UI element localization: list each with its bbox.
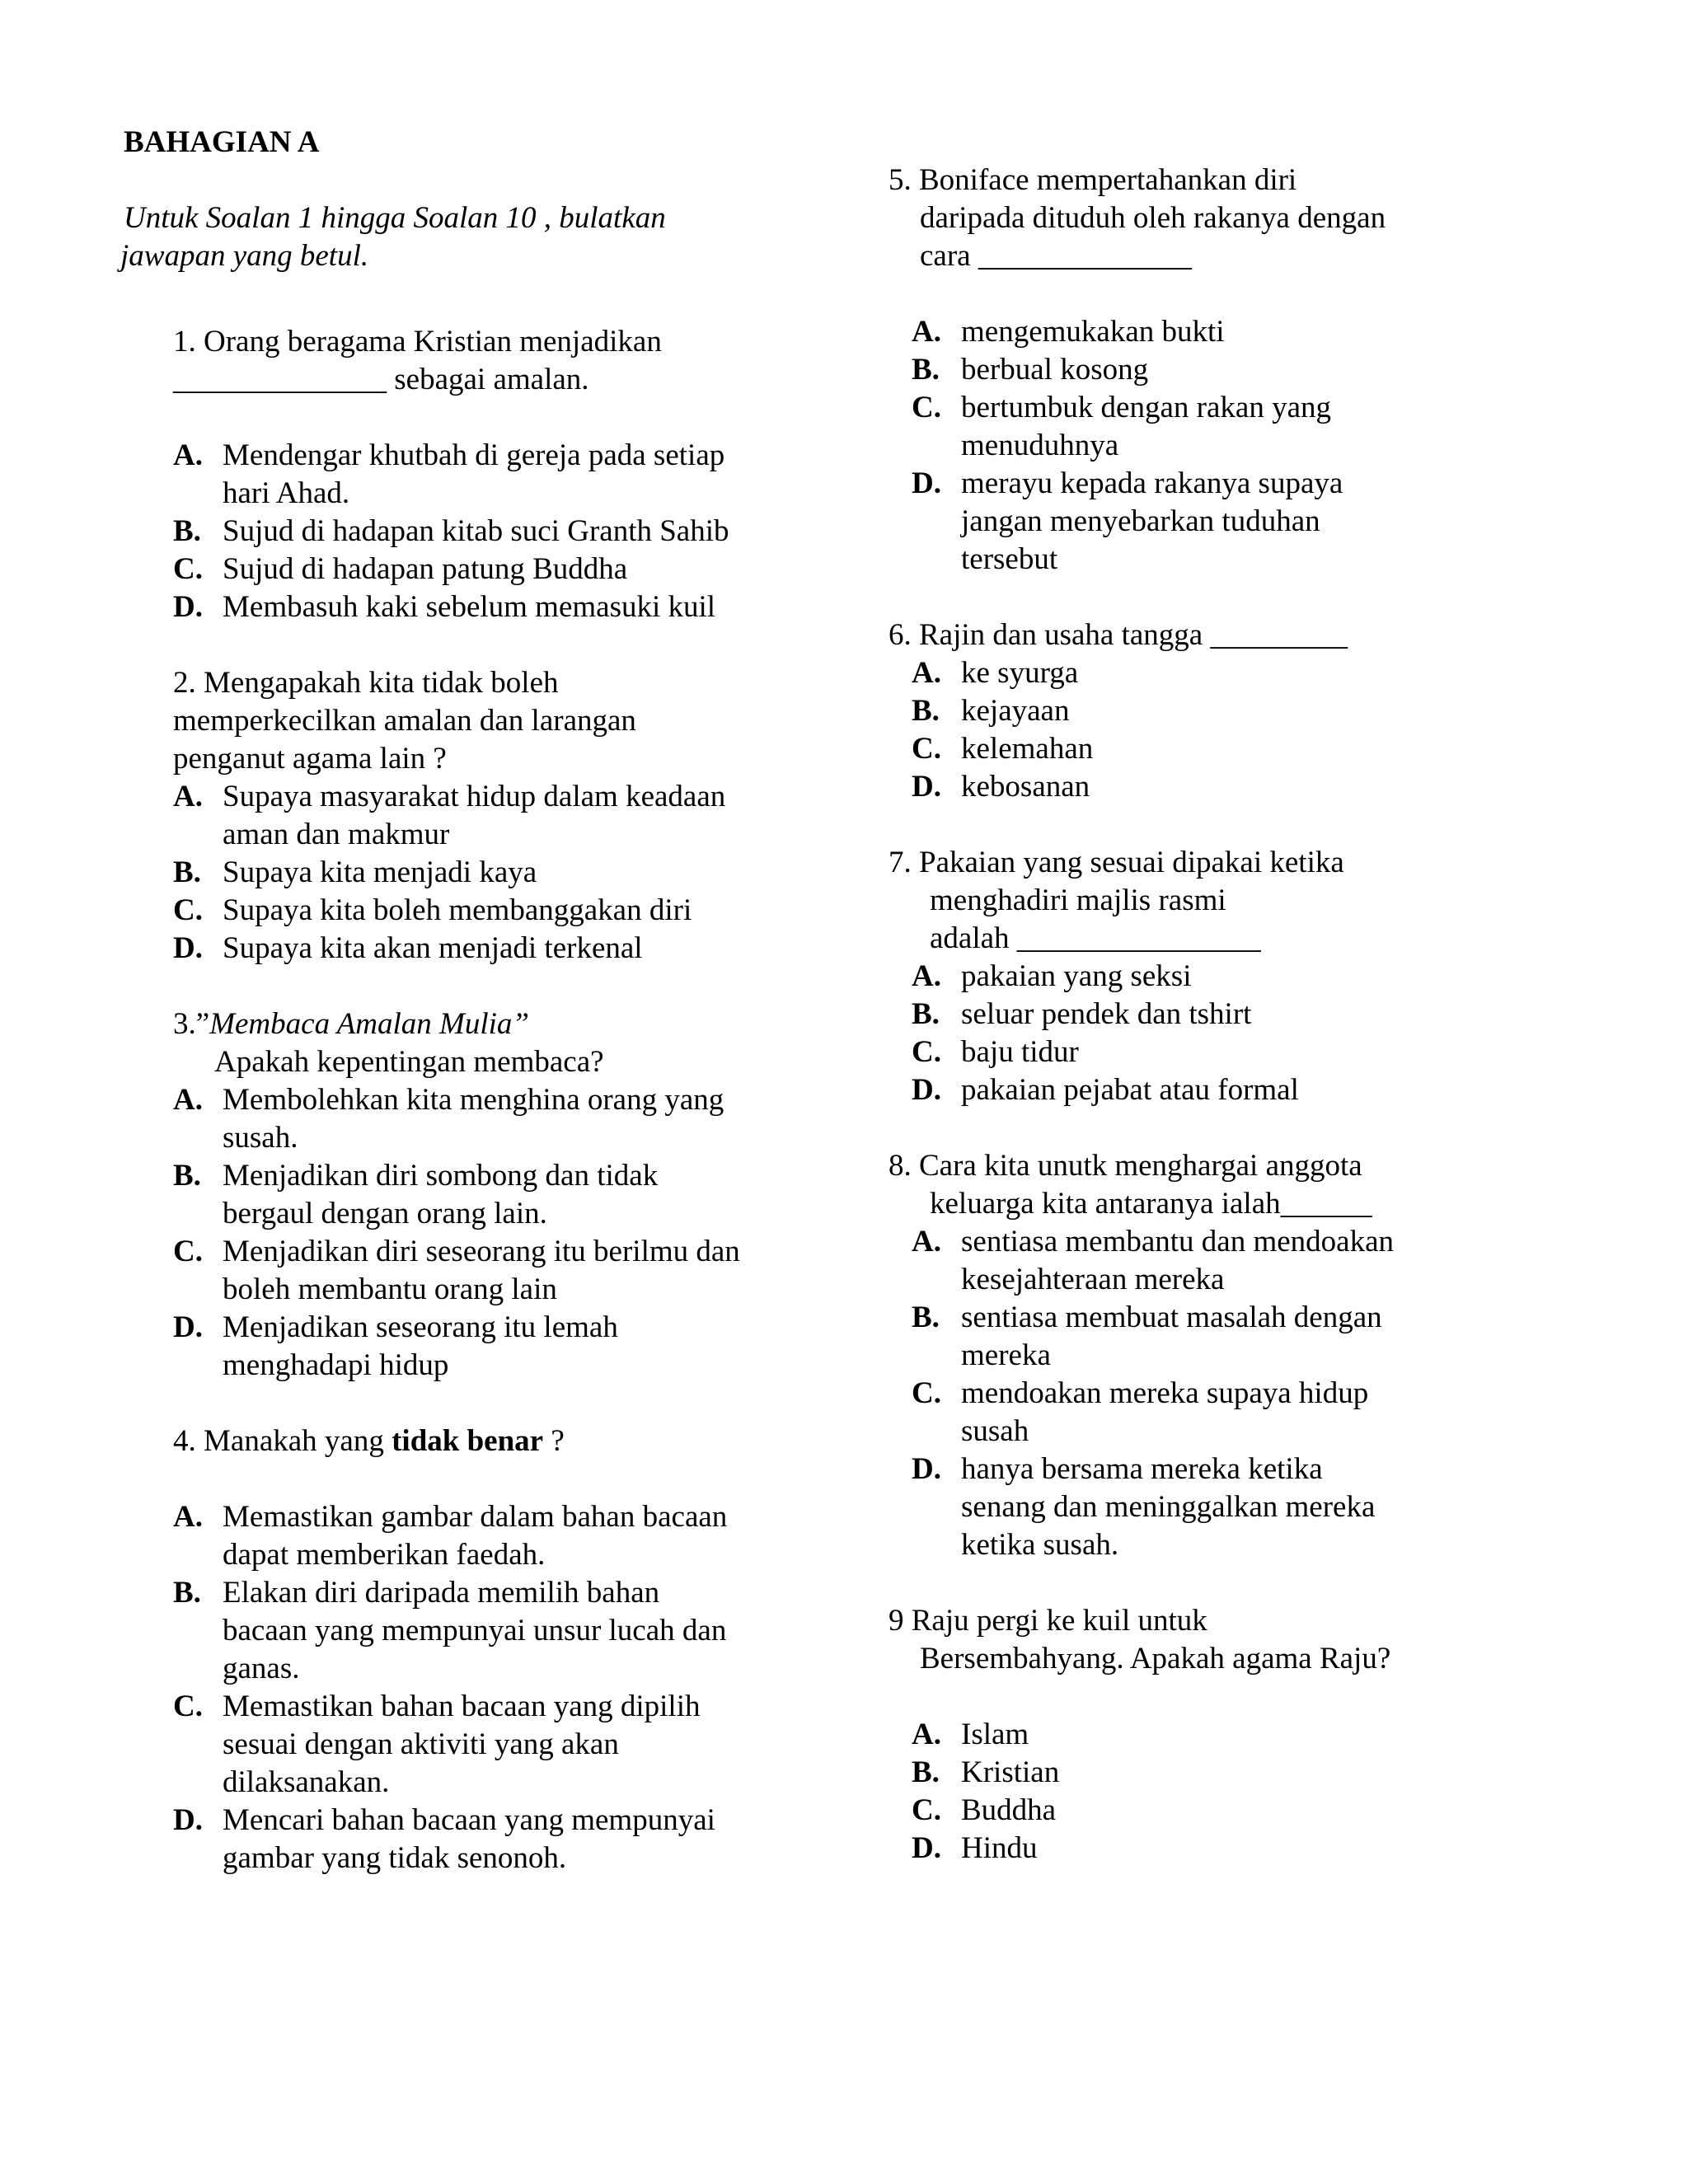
option-text: pakaian pejabat atau formal xyxy=(961,1073,1299,1107)
option-text: Membolehkan kita menghina orang yang xyxy=(223,1083,724,1117)
option-text: Mendengar khutbah di gereja pada setiap xyxy=(223,438,725,472)
question-2 xyxy=(173,664,816,968)
option-label: A. xyxy=(912,315,941,349)
option-label: A. xyxy=(912,1225,941,1258)
question-5-options xyxy=(889,313,1482,579)
question-8-line-2: keluarga kita antaranya ialah______ xyxy=(930,1187,1372,1221)
instruction-line-1: Untuk Soalan 1 hingga Soalan 10 , bulatkan xyxy=(124,201,666,235)
instruction-line-2: jawapan yang betul. xyxy=(120,239,369,273)
option-text: aman dan makmur xyxy=(223,818,450,851)
option-d[interactable] xyxy=(912,1830,1482,1868)
question-8-options xyxy=(889,1223,1482,1564)
option-d[interactable] xyxy=(173,930,816,968)
option-b[interactable] xyxy=(173,1574,816,1688)
option-d[interactable] xyxy=(912,1451,1482,1564)
option-text: Supaya kita menjadi kaya xyxy=(223,855,537,889)
option-text: Memastikan gambar dalam bahan bacaan xyxy=(223,1500,728,1534)
question-9-line-1: 9 Raju pergi ke kuil untuk xyxy=(889,1604,1207,1638)
option-text: bacaan yang mempunyai unsur lucah dan xyxy=(223,1614,727,1647)
option-text: Kristian xyxy=(961,1755,1060,1789)
option-label: A. xyxy=(173,780,203,813)
option-text: bergaul dengan orang lain. xyxy=(223,1197,547,1230)
question-1-options xyxy=(173,437,816,626)
option-label: C. xyxy=(912,1793,941,1827)
question-9-options xyxy=(889,1716,1482,1868)
option-text: bertumbuk dengan rakan yang xyxy=(961,391,1331,424)
question-8 xyxy=(889,1147,1482,1564)
option-c[interactable] xyxy=(173,1233,816,1309)
option-text: Menjadikan diri sombong dan tidak xyxy=(223,1159,659,1193)
question-4-emphasis: tidak benar xyxy=(392,1424,544,1458)
option-c[interactable] xyxy=(912,1033,1482,1071)
question-4-line-1 xyxy=(173,1422,816,1460)
option-text: gambar yang tidak senonoh. xyxy=(223,1841,567,1875)
option-c[interactable] xyxy=(912,1375,1482,1451)
option-text: Sujud di hadapan patung Buddha xyxy=(223,552,628,586)
option-text: Sujud di hadapan kitab suci Granth Sahib xyxy=(223,514,729,548)
option-c[interactable] xyxy=(173,551,816,588)
question-6 xyxy=(889,616,1482,806)
option-text: ketika susah. xyxy=(961,1528,1119,1562)
question-2-line-1: 2. Mengapakah kita tidak boleh xyxy=(173,666,559,700)
option-a[interactable] xyxy=(912,1223,1482,1299)
option-label: A. xyxy=(173,438,203,472)
option-label: D. xyxy=(173,931,203,965)
question-1 xyxy=(124,323,816,1877)
option-text: Buddha xyxy=(961,1793,1057,1827)
option-label: A. xyxy=(912,959,941,993)
option-text: Menjadikan seseorang itu lemah xyxy=(223,1310,618,1344)
option-text: Membasuh kaki sebelum memasuki kuil xyxy=(223,590,716,624)
option-label: D. xyxy=(912,1452,941,1486)
option-text: susah xyxy=(961,1414,1029,1448)
option-b[interactable] xyxy=(912,1299,1482,1375)
option-label: D. xyxy=(912,466,941,500)
option-label: B. xyxy=(173,855,201,889)
option-label: C. xyxy=(912,1035,941,1069)
option-text: baju tidur xyxy=(961,1035,1079,1069)
option-label: C. xyxy=(173,552,203,586)
option-label: B. xyxy=(912,694,940,728)
question-7-line-2: menghadiri majlis rasmi xyxy=(930,883,1226,917)
option-label: D. xyxy=(173,590,203,624)
option-text: dilaksanakan. xyxy=(223,1765,390,1799)
option-d[interactable] xyxy=(912,768,1482,806)
question-3-line-2: Apakah kepentingan membaca? xyxy=(214,1045,604,1079)
option-text: sesuai dengan aktiviti yang akan xyxy=(223,1727,619,1761)
option-b[interactable] xyxy=(173,854,816,892)
option-label: C. xyxy=(173,1690,203,1723)
question-7-line-1: 7. Pakaian yang sesuai dipakai ketika xyxy=(889,846,1344,879)
option-text: kejayaan xyxy=(961,694,1070,728)
option-label: A. xyxy=(173,1500,203,1534)
option-text: mereka xyxy=(961,1338,1051,1372)
question-5-line-3: cara ______________ xyxy=(920,239,1192,273)
option-d[interactable] xyxy=(912,1071,1482,1109)
option-a[interactable] xyxy=(173,778,816,854)
option-label: D. xyxy=(912,1831,941,1865)
option-label: C. xyxy=(173,893,203,927)
option-a[interactable] xyxy=(912,1716,1482,1754)
option-text: hari Ahad. xyxy=(223,476,350,510)
option-text: Menjadikan diri seseorang itu berilmu dan xyxy=(223,1235,740,1268)
option-label: B. xyxy=(173,514,201,548)
option-text: Supaya kita boleh membanggakan diri xyxy=(223,893,692,927)
question-2-line-2: memperkecilkan amalan dan larangan xyxy=(173,704,636,738)
question-9 xyxy=(889,1602,1482,1868)
option-text: sentiasa membuat masalah dengan xyxy=(961,1301,1382,1334)
option-a[interactable] xyxy=(912,958,1482,996)
option-text: Elakan diri daripada memilih bahan xyxy=(223,1576,660,1610)
option-d[interactable] xyxy=(173,1309,816,1385)
question-8-line-1: 8. Cara kita unutk menghargai anggota xyxy=(889,1149,1362,1183)
option-label: B. xyxy=(912,353,940,387)
option-label: B. xyxy=(912,1301,940,1334)
option-text: Supaya masyarakat hidup dalam keadaan xyxy=(223,780,726,813)
option-text: kebosanan xyxy=(961,770,1090,804)
option-b[interactable] xyxy=(173,513,816,551)
question-7-line-3: adalah ________________ xyxy=(930,921,1261,955)
option-text: hanya bersama mereka ketika xyxy=(961,1452,1323,1486)
question-9-line-2: Bersembahyang. Apakah agama Raju? xyxy=(920,1642,1391,1675)
option-c[interactable] xyxy=(173,892,816,930)
option-text: senang dan meninggalkan mereka xyxy=(961,1490,1376,1524)
option-label: B. xyxy=(173,1576,201,1610)
option-b[interactable] xyxy=(912,996,1482,1033)
option-text: ganas. xyxy=(223,1652,300,1685)
question-5-line-1: 5. Boniface mempertahankan diri xyxy=(889,163,1297,197)
left-column xyxy=(120,124,816,1877)
option-label: C. xyxy=(912,1376,941,1410)
question-6-options xyxy=(889,654,1482,806)
question-2-line-3: penganut agama lain ? xyxy=(173,742,447,776)
option-label: D. xyxy=(173,1310,203,1344)
option-d[interactable] xyxy=(173,588,816,626)
option-text: mendoakan mereka supaya hidup xyxy=(961,1376,1369,1410)
option-text: Memastikan bahan bacaan yang dipilih xyxy=(223,1690,701,1723)
option-text: tersebut xyxy=(961,542,1058,576)
option-label: C. xyxy=(173,1235,203,1268)
question-4-prefix: 4. Manakah yang xyxy=(173,1424,392,1458)
question-3-number: 3.” xyxy=(173,1007,210,1041)
option-c[interactable] xyxy=(912,1792,1482,1830)
option-text: menghadapi hidup xyxy=(223,1348,449,1382)
option-text: jangan menyebarkan tuduhan xyxy=(961,504,1320,538)
option-label: A. xyxy=(173,1083,203,1117)
option-label: C. xyxy=(912,391,941,424)
option-c[interactable] xyxy=(912,389,1482,465)
option-text: Supaya kita akan menjadi terkenal xyxy=(223,931,643,965)
option-text: kesejahteraan mereka xyxy=(961,1263,1225,1296)
option-label: D. xyxy=(173,1803,203,1837)
option-label: D. xyxy=(912,1073,941,1107)
option-text: ke syurga xyxy=(961,656,1079,690)
question-4-suffix: ? xyxy=(543,1424,565,1458)
question-4 xyxy=(173,1422,816,1877)
question-1-line-1: 1. Orang beragama Kristian menjadikan xyxy=(173,325,662,359)
option-d[interactable] xyxy=(173,1802,816,1877)
question-1-line-2: ______________ sebagai amalan. xyxy=(173,363,589,396)
question-3-line-1 xyxy=(173,1005,816,1043)
question-7-options xyxy=(889,958,1482,1109)
option-label: B. xyxy=(173,1159,201,1193)
option-a[interactable] xyxy=(173,1498,816,1574)
option-text: susah. xyxy=(223,1121,298,1155)
option-b[interactable] xyxy=(912,692,1482,730)
question-5-line-2: daripada dituduh oleh rakanya dengan xyxy=(920,201,1386,235)
option-text: Hindu xyxy=(961,1831,1038,1865)
option-text: Mencari bahan bacaan yang mempunyai xyxy=(223,1803,715,1837)
option-label: B. xyxy=(912,1755,940,1789)
question-3-title: Membaca Amalan Mulia” xyxy=(209,1007,529,1041)
option-text: kelemahan xyxy=(961,732,1094,766)
option-c[interactable] xyxy=(173,1688,816,1802)
question-6-line-1: 6. Rajin dan usaha tangga _________ xyxy=(889,618,1348,652)
option-text: dapat memberikan faedah. xyxy=(223,1538,546,1572)
option-a[interactable] xyxy=(912,313,1482,351)
option-label: D. xyxy=(912,770,941,804)
section-title: BAHAGIAN A xyxy=(124,125,320,159)
option-text: berbual kosong xyxy=(961,353,1149,387)
question-4-options xyxy=(173,1498,816,1877)
option-text: seluar pendek dan tshirt xyxy=(961,997,1252,1031)
option-b[interactable] xyxy=(912,1754,1482,1792)
right-column xyxy=(889,162,1482,1868)
option-text: merayu kepada rakanya supaya xyxy=(961,466,1343,500)
option-b[interactable] xyxy=(173,1157,816,1233)
option-label: A. xyxy=(912,656,941,690)
option-text: menuduhnya xyxy=(961,429,1119,462)
instruction xyxy=(120,199,816,275)
option-text: pakaian yang seksi xyxy=(961,959,1192,993)
question-3 xyxy=(173,1005,816,1385)
option-text: mengemukakan bukti xyxy=(961,315,1225,349)
option-label: A. xyxy=(912,1718,941,1751)
option-text: Islam xyxy=(961,1718,1029,1751)
question-7 xyxy=(889,844,1482,1109)
option-b[interactable] xyxy=(912,351,1482,389)
option-d[interactable] xyxy=(912,465,1482,579)
option-a[interactable] xyxy=(912,654,1482,692)
option-a[interactable] xyxy=(173,437,816,513)
question-5 xyxy=(889,162,1482,579)
option-a[interactable] xyxy=(173,1081,816,1157)
option-label: B. xyxy=(912,997,940,1031)
option-c[interactable] xyxy=(912,730,1482,768)
question-3-options xyxy=(173,1081,816,1385)
question-2-options xyxy=(173,778,816,968)
option-text: sentiasa membantu dan mendoakan xyxy=(961,1225,1395,1258)
option-text: boleh membantu orang lain xyxy=(223,1272,557,1306)
option-label: C. xyxy=(912,732,941,766)
